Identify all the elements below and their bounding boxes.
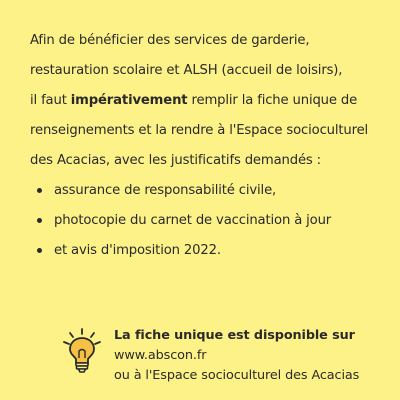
intro-line-3 <box>30 86 382 116</box>
availability-alt: ou à l'Espace socioculturel des Acacias <box>114 368 360 383</box>
availability-text <box>114 326 359 386</box>
list-item-text: assurance de responsabilité civile, <box>54 183 277 198</box>
intro-line-2: restauration scolaire et ALSH (accueil de loisirs), <box>30 63 343 78</box>
list-item <box>36 236 382 266</box>
intro-line-5: des Acacias, avec les justificatifs demandés : <box>30 153 321 168</box>
availability-heading: La fiche unique est disponible sur <box>114 328 355 343</box>
list-item-text: et avis d'imposition 2022. <box>54 243 221 258</box>
lightbulb-icon <box>60 327 104 375</box>
list-item <box>36 176 382 206</box>
instructions-text <box>30 26 382 266</box>
intro-line-3-suffix: remplir la fiche unique de <box>187 93 358 108</box>
intro-line-4: renseignements et la rendre à l'Espace socioculturel <box>30 123 369 138</box>
emphasis-word: impérativement <box>70 93 188 108</box>
bullet-dot <box>37 218 42 223</box>
intro-line-3-prefix: il faut <box>30 93 71 108</box>
website-link[interactable]: www.abscon.fr <box>114 348 207 363</box>
bullet-dot <box>37 248 42 253</box>
list-item-text: photocopie du carnet de vaccination à jour <box>54 213 332 228</box>
intro-line-1: Afin de bénéficier des services de garderie, <box>30 33 310 48</box>
bullet-dot <box>37 188 42 193</box>
required-documents-list <box>30 176 382 266</box>
list-item <box>36 206 382 236</box>
